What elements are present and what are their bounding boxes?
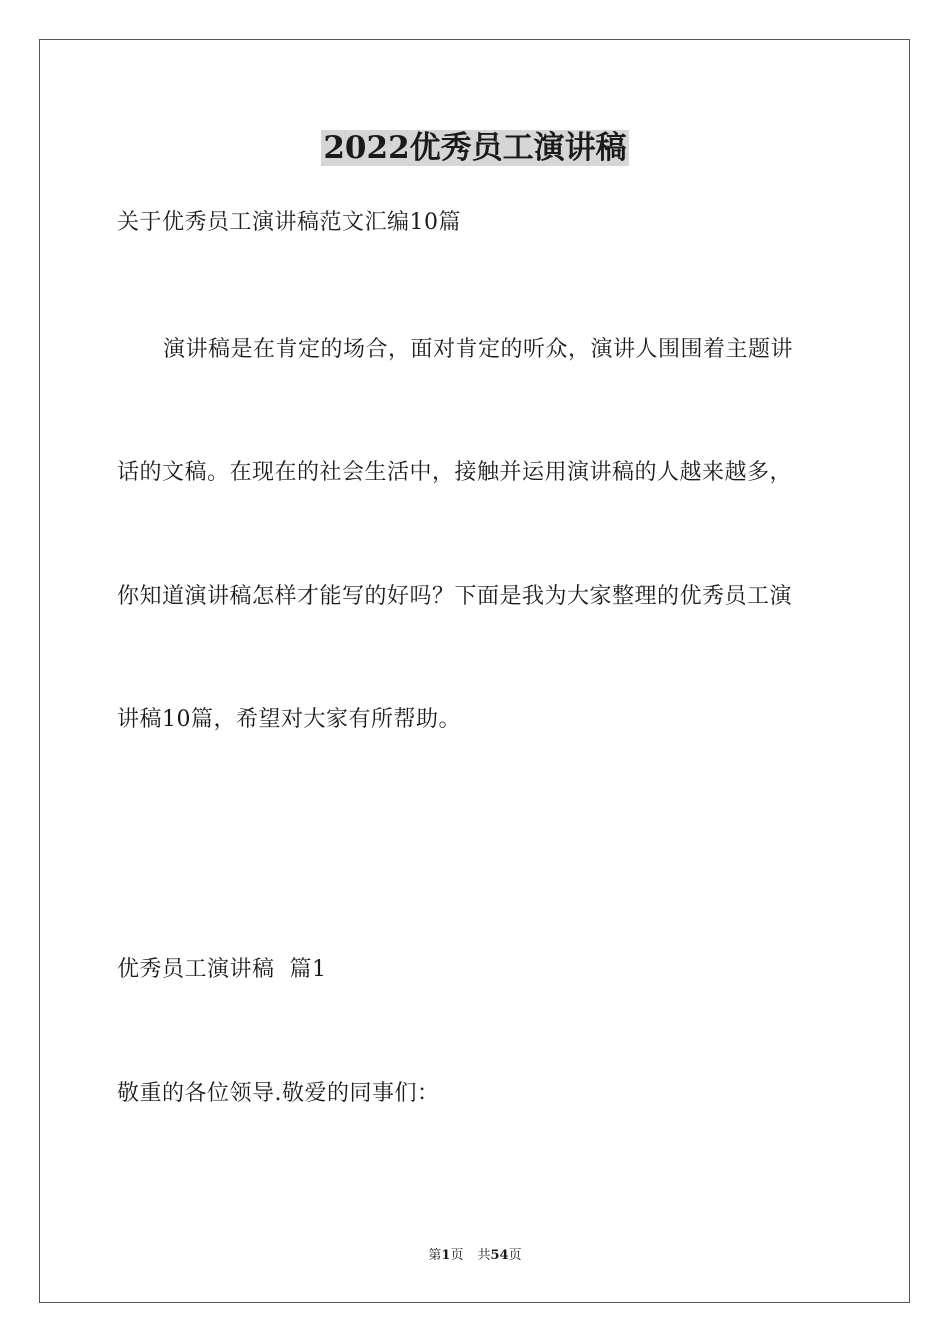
salutation: 敬重的各位领导.敬爱的同事们： — [117, 1081, 440, 1106]
document-title-text: 2022优秀员工演讲稿 — [323, 130, 627, 166]
footer-total-prefix: 共 — [477, 1248, 491, 1263]
footer-total-pages: 54 — [490, 1248, 509, 1263]
footer-page-suffix: 页 — [450, 1248, 464, 1263]
document-title — [0, 128, 950, 168]
footer-page-prefix: 第 — [428, 1248, 442, 1263]
intro-line-4: 讲稿10篇，希望对大家有所帮助。 — [117, 707, 461, 732]
section-heading: 优秀员工演讲稿 篇1 — [117, 957, 327, 982]
footer-total-suffix: 页 — [508, 1248, 522, 1263]
intro-line-3: 你知道演讲稿怎样才能写的好吗？下面是我为大家整理的优秀员工演 — [117, 584, 793, 609]
intro-line-2: 话的文稿。在现在的社会生活中，接触并运用演讲稿的人越来越多， — [117, 460, 793, 485]
document-subtitle: 关于优秀员工演讲稿范文汇编10篇 — [117, 210, 461, 235]
intro-line-1: 演讲稿是在肯定的场合，面对肯定的听众，演讲人围围着主题讲 — [163, 337, 794, 362]
page-footer — [0, 1247, 950, 1265]
footer-page-number: 1 — [441, 1248, 451, 1263]
